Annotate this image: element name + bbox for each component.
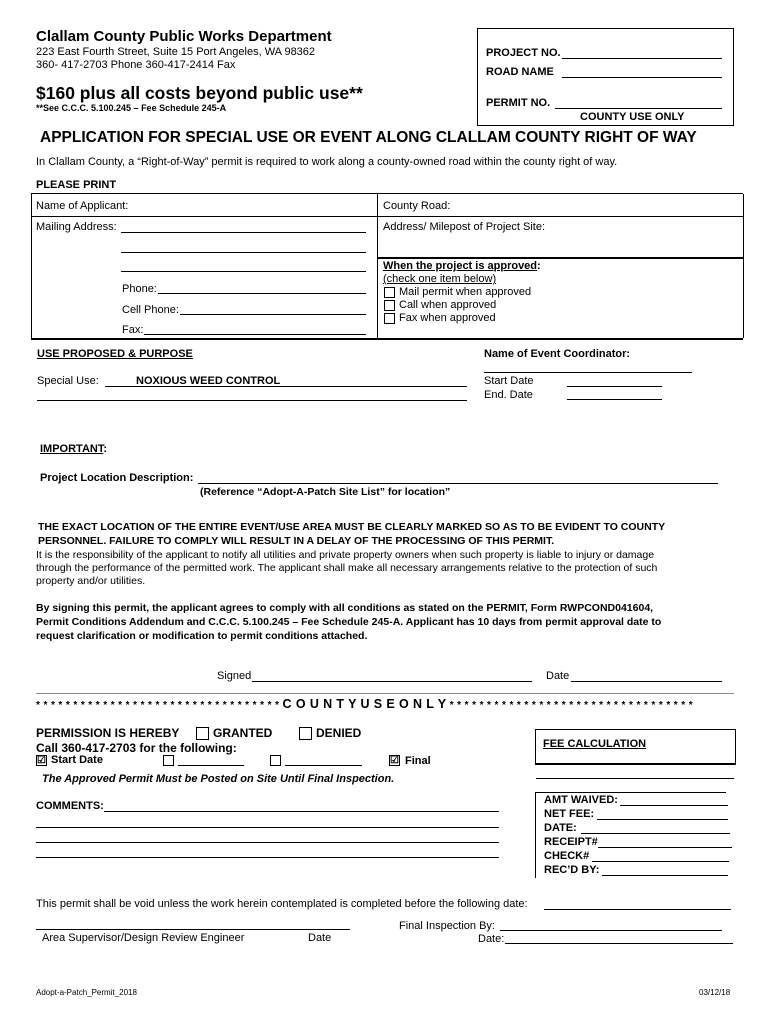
mailing-address-label: Mailing Address: [36, 221, 117, 233]
exact-location-notice-1: THE EXACT LOCATION OF THE ENTIRE EVENT/USE AREA MUST BE CLEARLY MARKED SO AS TO BE EVIDENT TO COUNTY [38, 521, 666, 533]
exact-location-notice-2: PERSONNEL. FAILURE TO COMPLY WILL RESULT IN A DELAY OF THE PROCESSING OF THIS PERMIT. [38, 535, 555, 547]
denied-label: DENIED [316, 726, 362, 740]
form-date: 03/12/18 [699, 988, 731, 997]
received-by-field[interactable] [602, 875, 728, 876]
department-address: 223 East Fourth Street, Suite 15 Port Angeles, WA 98362 [36, 46, 316, 58]
permission-label: PERMISSION IS HEREBY [36, 726, 180, 740]
cell-phone-label: Cell Phone: [122, 304, 179, 316]
special-use-line-2[interactable] [37, 400, 467, 401]
column-divider [377, 194, 378, 338]
fee-line-2[interactable] [536, 792, 726, 793]
mailing-address-line-3[interactable] [121, 271, 366, 272]
signing-agreement-3: request clarification or modification to permit conditions attached. [36, 630, 368, 642]
fee-line-1[interactable] [536, 778, 734, 779]
check-one-note: (check one item below) [383, 273, 497, 285]
check-number-label: CHECK# [544, 850, 590, 862]
check-number-field[interactable] [592, 861, 729, 862]
project-no-field[interactable] [562, 58, 722, 59]
reference-note: (Reference “Adopt-A-Patch Site List” for location” [200, 486, 451, 498]
fax-when-approved-label: Fax when approved [399, 312, 496, 324]
call-when-approved-checkbox[interactable] [384, 300, 395, 311]
cell-phone-field[interactable] [180, 314, 366, 315]
project-site-field[interactable] [378, 257, 744, 259]
start-date-checkbox[interactable]: ☑ [37, 755, 46, 766]
please-print-label: PLEASE PRINT [36, 179, 117, 191]
mail-permit-label: Mail permit when approved [399, 286, 532, 298]
signing-agreement-1: By signing this permit, the applicant agrees to comply with all conditions as stated on the PERMIT, Form RWPCOND041604, [36, 602, 654, 614]
fee-date-field[interactable] [581, 833, 730, 834]
comments-line-1[interactable] [104, 811, 499, 812]
intro-text: In Clallam County, a “Right-of-Way” permit is required to work along a county-owned road within the county right of way. [36, 156, 618, 168]
net-fee-field[interactable] [597, 819, 728, 820]
signature-date-label: Date [546, 670, 570, 682]
fax-field[interactable] [144, 334, 366, 335]
final-label: Final [405, 755, 431, 767]
event-coordinator-field[interactable] [484, 372, 692, 373]
county-use-only-label: COUNTY USE ONLY [580, 111, 685, 123]
fee-headline: $160 plus all costs beyond public use** [36, 83, 363, 103]
use-proposed-heading: USE PROPOSED & PURPOSE [37, 348, 193, 360]
supervisor-signature-field[interactable] [36, 929, 350, 930]
signature-field[interactable] [252, 681, 532, 682]
section-divider [36, 693, 734, 694]
call-instruction: Call 360-417-2703 for the following: [36, 741, 237, 755]
blank-checkbox-1[interactable] [163, 755, 174, 766]
road-name-label: ROAD NAME [486, 66, 554, 78]
start-date-label: Start Date [484, 375, 534, 387]
responsibility-text-1: It is the responsibility of the applicant to notify all utilities and private property owners when such property is liable to injury or damage [36, 549, 655, 561]
comments-line-3[interactable] [36, 842, 499, 843]
row-divider [31, 216, 743, 217]
blank-checkbox-2[interactable] [270, 755, 281, 766]
fee-date-label: DATE: [544, 822, 577, 834]
net-fee-label: NET FEE: [544, 808, 595, 820]
approved-heading: When the project is approved: [383, 260, 541, 272]
supervisor-label: Area Supervisor/Design Review Engineer [42, 932, 245, 944]
amt-waived-label: AMT WAIVED: [544, 794, 618, 806]
fee-calculation-heading: FEE CALCULATION [543, 738, 647, 750]
fee-box-border [535, 792, 536, 878]
final-inspection-date-field[interactable] [505, 943, 733, 944]
signature-date-field[interactable] [571, 681, 722, 682]
project-no-label: PROJECT NO. [486, 47, 561, 59]
signed-label: Signed [217, 670, 252, 682]
applicant-name-label: Name of Applicant: [36, 200, 129, 212]
department-name: Clallam County Public Works Department [36, 28, 332, 45]
supervisor-date-label: Date [308, 932, 332, 944]
location-description-label: Project Location Description: [40, 472, 194, 484]
received-by-label: REC’D BY: [544, 864, 600, 876]
important-heading: IMPORTANT: [40, 443, 108, 455]
permit-no-field[interactable] [555, 108, 722, 109]
posted-notice: The Approved Permit Must be Posted on Site Until Final Inspection. [42, 773, 395, 785]
start-date-check-label: Start Date [51, 754, 103, 766]
special-use-value: NOXIOUS WEED CONTROL [136, 375, 281, 387]
fax-when-approved-checkbox[interactable] [384, 313, 395, 324]
project-site-label: Address/ Milepost of Project Site: [383, 221, 546, 233]
mail-permit-checkbox[interactable] [384, 287, 395, 298]
mailing-address-line-2[interactable] [121, 252, 366, 253]
amt-waived-field[interactable] [620, 805, 728, 806]
special-use-label: Special Use: [37, 375, 99, 387]
department-phone: 360- 417-2703 Phone 360-417-2414 Fax [36, 59, 236, 71]
final-checkbox[interactable]: ☑ [390, 755, 399, 766]
receipt-field[interactable] [598, 847, 732, 848]
signing-agreement-2: Permit Conditions Addendum and C.C.C. 5.100.245 – Fee Schedule 245-A. Applicant has 10 days from permit approval date to [36, 616, 662, 628]
road-name-field[interactable] [562, 77, 722, 78]
responsibility-text-3: property and/or utilities. [36, 575, 146, 587]
county-road-label: County Road: [383, 200, 451, 212]
blank-field-1[interactable] [178, 765, 244, 766]
void-date-field[interactable] [544, 909, 731, 910]
blank-field-2[interactable] [285, 765, 362, 766]
call-when-approved-label: Call when approved [399, 299, 497, 311]
final-inspection-date-label: Date: [478, 933, 505, 945]
granted-checkbox[interactable] [196, 727, 209, 740]
phone-label: Phone: [122, 283, 157, 295]
page-title: APPLICATION FOR SPECIAL USE OR EVENT ALONG CLALLAM COUNTY RIGHT OF WAY [40, 129, 697, 146]
denied-checkbox[interactable] [299, 727, 312, 740]
mailing-address-line-1[interactable] [121, 232, 366, 233]
comments-line-2[interactable] [36, 827, 499, 828]
location-description-field[interactable] [198, 483, 718, 484]
receipt-label: RECEIPT# [544, 836, 598, 848]
responsibility-text-2: through the performance of the permitted work. The applicant shall make all necessary arrangements relative to the protection of such [36, 562, 658, 574]
final-inspection-label: Final Inspection By: [399, 920, 495, 932]
form-name: Adopt-a-Patch_Permit_2018 [36, 988, 137, 997]
comments-label: COMMENTS: [36, 800, 104, 812]
end-date-label: End. Date [484, 389, 533, 401]
section-divider [31, 338, 743, 340]
permit-no-label: PERMIT NO. [486, 97, 551, 109]
county-use-banner: * * * * * * * * * * * * * * * * * * * * * * * * * * * * * * * * * C O U N T Y U S E O N L Y * * * * * * * * * * * * * * * * * * * * * * * * * * * * * * * * * [36, 697, 694, 711]
void-notice: This permit shall be void unless the work herein contemplated is completed before the following date: [36, 898, 528, 910]
event-coordinator-label: Name of Event Coordinator: [484, 348, 631, 360]
phone-field[interactable] [158, 293, 366, 294]
end-date-field[interactable] [567, 399, 662, 400]
granted-label: GRANTED [213, 726, 273, 740]
fee-note: **See C.C.C. 5.100.245 – Fee Schedule 245-A [36, 103, 227, 113]
start-date-field[interactable] [567, 386, 662, 387]
fax-label: Fax: [122, 324, 144, 336]
comments-line-4[interactable] [36, 857, 499, 858]
final-inspection-field[interactable] [500, 930, 722, 931]
